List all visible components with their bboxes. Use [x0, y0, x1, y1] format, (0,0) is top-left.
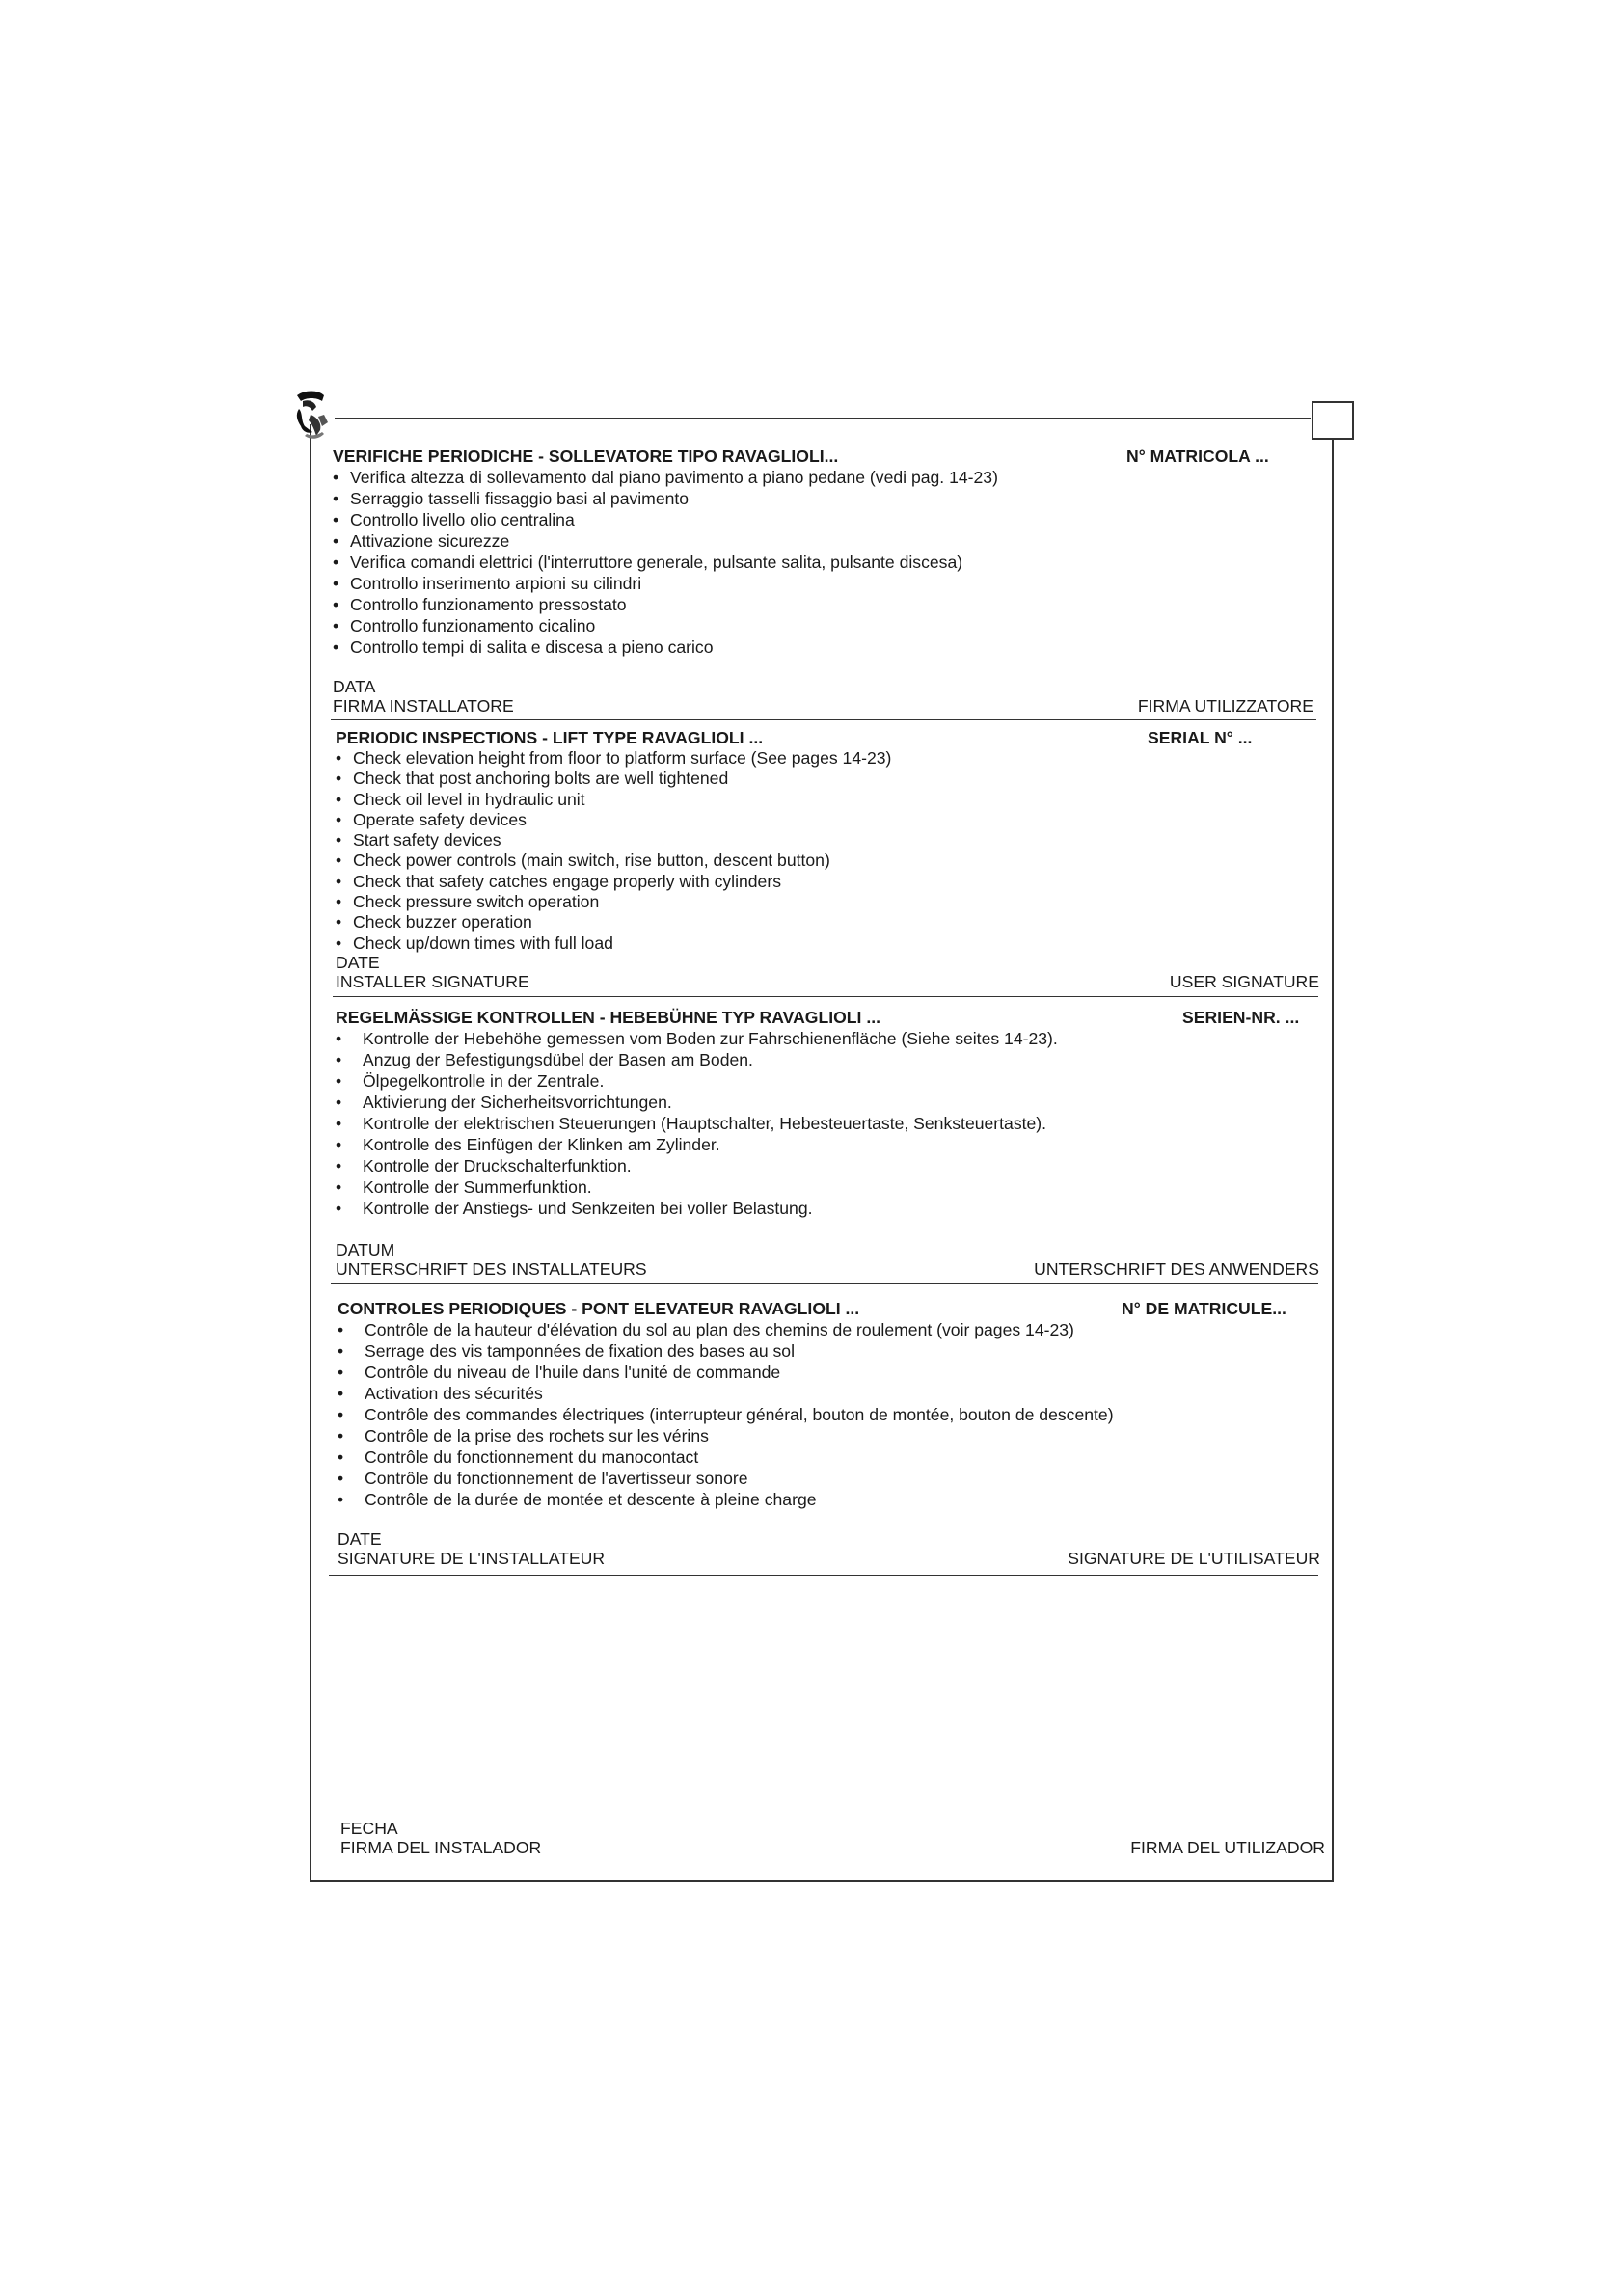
list-item: • Verifica altezza di sollevamento dal piano pavimento a piano pedane (vedi pag. 14-23) [333, 468, 998, 487]
page-number-box [1312, 401, 1354, 440]
list-item: • Aktivierung der Sicherheitsvorrichtungen. [336, 1093, 672, 1112]
user-signature-label: FIRMA DEL UTILIZADOR [1130, 1838, 1325, 1857]
list-item: • Kontrolle der Hebehöhe gemessen vom Boden zur Fahrschienenfläche (Siehe seites 14-23). [336, 1029, 1058, 1048]
page-frame-bottom [310, 1880, 1334, 1882]
list-item: • Check buzzer operation [336, 912, 532, 932]
ravaglioli-logo-icon [289, 388, 339, 444]
section-title: REGELMÄSSIGE KONTROLLEN - HEBEBÜHNE TYP RAVAGLIOLI ... [336, 1008, 880, 1027]
list-item: • Serraggio tasselli fissaggio basi al pavimento [333, 489, 690, 508]
section-divider [331, 1283, 1318, 1284]
list-item: • Start safety devices [336, 830, 501, 851]
list-item: • Operate safety devices [336, 809, 527, 829]
list-item: • Contrôle de la prise des rochets sur les vérins [338, 1426, 709, 1445]
section-french [338, 1298, 1321, 1510]
list-item: • Check elevation height from floor to platform surface (See pages 14-23) [336, 748, 892, 768]
page-frame-right [1332, 415, 1334, 1882]
list-item: • Ölpegelkontrolle in der Zentrale. [336, 1071, 605, 1091]
list-item: • Check oil level in hydraulic unit [336, 789, 585, 809]
list-item: • Attivazione sicurezze [333, 531, 510, 551]
installer-signature-label: FIRMA INSTALLATORE [333, 696, 514, 716]
installer-signature-label: UNTERSCHRIFT DES INSTALLATEURS [336, 1259, 647, 1279]
header-rule [335, 418, 1311, 419]
list-item: • Activation des sécurités [338, 1384, 543, 1403]
list-item: • Kontrolle der elektrischen Steuerungen (Hauptschalter, Hebesteuertaste, Senksteuertaste). [336, 1114, 1047, 1133]
section-title: CONTROLES PERIODIQUES - PONT ELEVATEUR RAVAGLIOLI ... [338, 1299, 860, 1318]
section-italian [333, 446, 1316, 658]
section-title: PERIODIC INSPECTIONS - LIFT TYPE RAVAGLIOLI ... [336, 728, 764, 747]
list-item: • Contrôle de la hauteur d'élévation du sol au plan des chemins de roulement (voir pages 14-23) [338, 1320, 1074, 1339]
list-item: • Check power controls (main switch, rise button, descent button) [336, 851, 830, 871]
list-item: • Anzug der Befestigungsdübel der Basen am Boden. [336, 1050, 753, 1069]
list-item: • Controllo funzionamento pressostato [333, 595, 627, 614]
list-item: • Contrôle du fonctionnement de l'avertisseur sonore [338, 1469, 748, 1488]
date-label: DATE [338, 1529, 382, 1549]
page-frame-left [310, 424, 311, 1882]
list-item: • Check that safety catches engage properly with cylinders [336, 871, 781, 891]
list-item: • Contrôle des commandes électriques (interrupteur général, bouton de montée, bouton de descente) [338, 1405, 1114, 1424]
list-item: • Controllo inserimento arpioni su cilindri [333, 574, 642, 593]
installer-signature-label: FIRMA DEL INSTALADOR [340, 1838, 542, 1857]
user-signature-label: FIRMA UTILIZZATORE [1137, 696, 1313, 716]
section-english [336, 727, 1319, 954]
list-item: • Contrôle de la durée de montée et descente à pleine charge [338, 1490, 817, 1509]
list-item: • Controllo livello olio centralina [333, 510, 575, 529]
date-label: DATUM [336, 1240, 395, 1259]
list-item: • Kontrolle der Druckschalterfunktion. [336, 1156, 632, 1175]
list-item: • Serrage des vis tamponnées de fixation des bases au sol [338, 1341, 795, 1361]
section-title: VERIFICHE PERIODICHE - SOLLEVATORE TIPO RAVAGLIOLI... [333, 446, 839, 466]
list-item: • Kontrolle des Einfügen der Klinken am Zylinder. [336, 1135, 720, 1154]
installer-signature-label: INSTALLER SIGNATURE [336, 972, 529, 991]
date-label: FECHA [340, 1819, 398, 1838]
list-item: • Controllo tempi di salita e discesa a pieno carico [333, 637, 714, 657]
list-item: • Contrôle du niveau de l'huile dans l'unité de commande [338, 1363, 781, 1382]
section-german [336, 1007, 1319, 1219]
serial-label: N° MATRICOLA ... [1126, 446, 1269, 466]
section-divider [333, 996, 1318, 997]
serial-label: SERIEN-NR. ... [1182, 1008, 1300, 1027]
date-label: DATE [336, 953, 380, 972]
list-item: • Check that post anchoring bolts are well tightened [336, 769, 729, 789]
date-label: DATA [333, 677, 376, 696]
list-item: • Check up/down times with full load [336, 932, 613, 953]
list-item: • Check pressure switch operation [336, 892, 600, 912]
serial-label: N° DE MATRICULE... [1122, 1299, 1286, 1318]
section-divider [331, 719, 1316, 720]
list-item: • Controllo funzionamento cicalino [333, 616, 596, 635]
user-signature-label: SIGNATURE DE L'UTILISATEUR [1068, 1549, 1320, 1568]
section-divider [329, 1575, 1318, 1576]
user-signature-label: UNTERSCHRIFT DES ANWENDERS [1034, 1259, 1319, 1279]
list-item: • Kontrolle der Summerfunktion. [336, 1177, 592, 1197]
installer-signature-label: SIGNATURE DE L'INSTALLATEUR [338, 1549, 606, 1568]
list-item: • Kontrolle der Anstiegs- und Senkzeiten bei voller Belastung. [336, 1199, 813, 1218]
list-item: • Verifica comandi elettrici (l'interruttore generale, pulsante salita, pulsante discesa) [333, 553, 963, 572]
user-signature-label: USER SIGNATURE [1169, 972, 1319, 991]
list-item: • Contrôle du fonctionnement du manocontact [338, 1447, 699, 1467]
serial-label: SERIAL N° ... [1148, 728, 1253, 747]
